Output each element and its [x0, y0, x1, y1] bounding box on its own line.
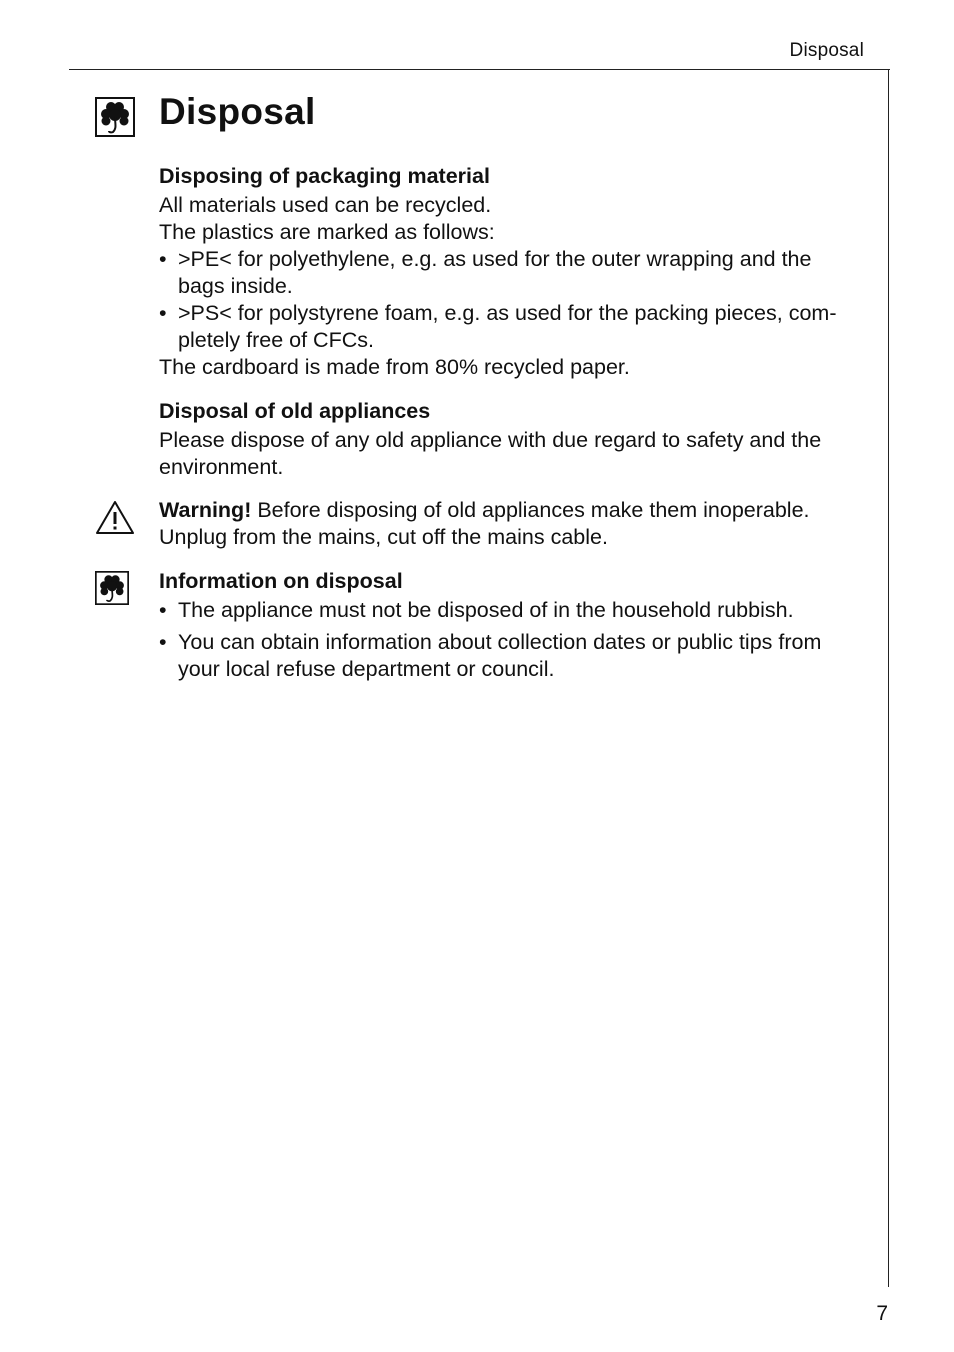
- bullet-list: [159, 597, 864, 683]
- warning-body: Before disposing of old appliances make them inoperable. Unplug from the mains, cut off the mains cable.: [159, 498, 810, 549]
- section-warning: [159, 495, 864, 551]
- section-info: [159, 565, 864, 683]
- paragraph: Please dispose of any old appliance with due regard to safety and the environment.: [159, 428, 822, 479]
- section-heading: Information on disposal: [159, 569, 403, 593]
- bullet-list: [159, 246, 864, 354]
- header-rule: [69, 69, 890, 70]
- shamrock-icon: [95, 97, 135, 137]
- section-heading: Disposing of packaging material: [159, 164, 490, 188]
- warning-triangle-icon: [95, 499, 135, 535]
- paragraph: The plastics are marked as follows:: [159, 220, 495, 244]
- side-rule: [888, 69, 889, 1287]
- section-packaging: [159, 160, 864, 381]
- list-item: • The appliance must not be disposed of in the household rubbish.: [159, 597, 864, 624]
- section-heading: Disposal of old appliances: [159, 399, 431, 423]
- list-item: • >PE< for polyethylene, e.g. as used for the outer wrapping and the bags inside.: [159, 246, 864, 300]
- content: [159, 160, 864, 688]
- section-old-appliances: [159, 395, 864, 481]
- warning-label: Warning!: [159, 498, 252, 522]
- warning-text: [159, 497, 864, 551]
- running-header: Disposal: [789, 40, 864, 61]
- shamrock-icon: [95, 571, 129, 605]
- page-title: Disposal: [159, 91, 316, 132]
- paragraph: All materials used can be recycled.: [159, 193, 492, 217]
- paragraph: The cardboard is made from 80% recycled paper.: [159, 355, 630, 379]
- list-item: • You can obtain information about collection dates or public tips from your local refuse department or council.: [159, 629, 864, 683]
- page-number: 7: [876, 1302, 888, 1325]
- list-item: • >PS< for polystyrene foam, e.g. as used for the packing pieces, com-pletely free of CFCs.: [159, 300, 864, 354]
